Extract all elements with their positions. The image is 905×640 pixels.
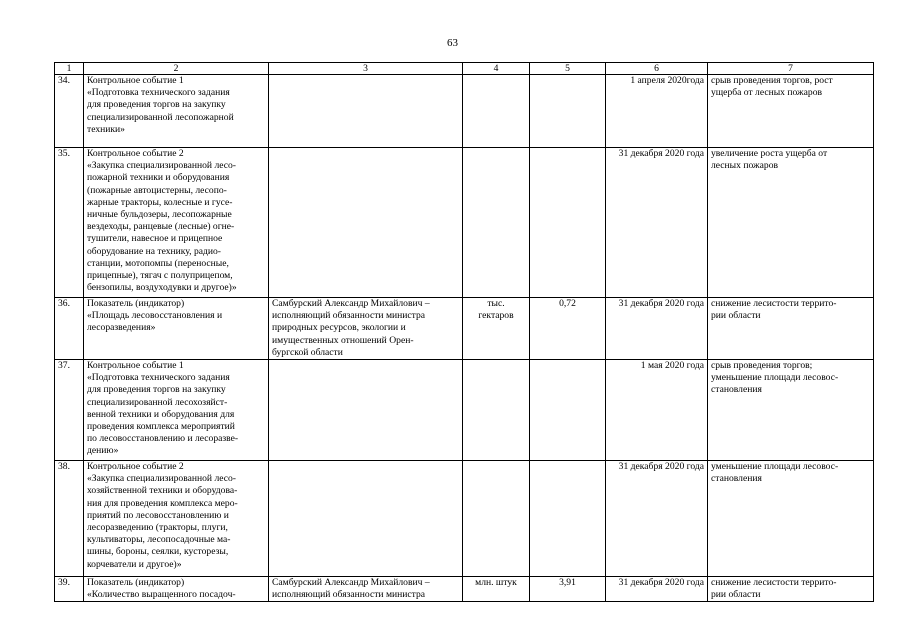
unit-of-measure bbox=[463, 461, 530, 577]
deadline-date: 31 декабря 2020 года bbox=[606, 298, 708, 360]
indicator-value bbox=[530, 360, 606, 461]
risk-description: снижение лесистости террито- рии области bbox=[708, 577, 874, 602]
table-row bbox=[55, 75, 874, 148]
indicator-value bbox=[530, 148, 606, 298]
responsible-person: Самбурский Александр Михайлович – исполняющий обязанности министра bbox=[269, 577, 463, 602]
indicator-value bbox=[530, 75, 606, 148]
column-number: 6 bbox=[606, 63, 708, 75]
risk-description: срыв проведения торгов; уменьшение площади лесовос- становления bbox=[708, 360, 874, 461]
row-number: 37. bbox=[55, 360, 84, 461]
table-row bbox=[55, 148, 874, 298]
responsible-person bbox=[269, 148, 463, 298]
unit-of-measure bbox=[463, 75, 530, 148]
responsible-person bbox=[269, 461, 463, 577]
indicator-value bbox=[530, 461, 606, 577]
row-number: 35. bbox=[55, 148, 84, 298]
event-name: Контрольное событие 2 «Закупка специализированной лесо- хозяйственной техники и оборудова- ния для проведения комплекса меро- приятий по лесовосстановлению и лесоразведению (тракторы, плуги, культиваторы, лесопосадочные ма- шины, бороны, сеялки, кусторезы, корчеватели и другое)» bbox=[84, 461, 269, 577]
responsible-person bbox=[269, 75, 463, 148]
deadline-date: 31 декабря 2020 года bbox=[606, 148, 708, 298]
page-number: 63 bbox=[447, 37, 458, 49]
unit-of-measure: тыс. гектаров bbox=[463, 298, 530, 360]
indicator-value: 0,72 bbox=[530, 298, 606, 360]
event-name: Контрольное событие 1 «Подготовка технического задания для проведения торгов на закупку специализированной лесопожарной техники» bbox=[84, 75, 269, 148]
risk-description: снижение лесистости террито- рии области bbox=[708, 298, 874, 360]
event-name: Контрольное событие 1 «Подготовка технического задания для проведения торгов на закупку специализированной лесохозяйст- венной техники и оборудования для проведения комплекса мероприятий по лесовосстановлению и лесоразве- дению» bbox=[84, 360, 269, 461]
responsible-person: Самбурский Александр Михайлович – исполняющий обязанности министра природных ресурсов, экологии и имущественных отношений Орен- бургской области bbox=[269, 298, 463, 360]
column-number: 3 bbox=[269, 63, 463, 75]
column-number-row bbox=[55, 63, 874, 75]
row-number: 38. bbox=[55, 461, 84, 577]
row-number: 39. bbox=[55, 577, 84, 602]
event-name: Показатель (индикатор) «Площадь лесовосстановления и лесоразведения» bbox=[84, 298, 269, 360]
table-row bbox=[55, 577, 874, 602]
table-row bbox=[55, 461, 874, 577]
column-number: 4 bbox=[463, 63, 530, 75]
column-number: 7 bbox=[708, 63, 874, 75]
risk-description: уменьшение площади лесовос- становления bbox=[708, 461, 874, 577]
unit-of-measure: млн. штук bbox=[463, 577, 530, 602]
table-row bbox=[55, 298, 874, 360]
deadline-date: 31 декабря 2020 года bbox=[606, 461, 708, 577]
risk-description: срыв проведения торгов, рост ущерба от лесных пожаров bbox=[708, 75, 874, 148]
table-row bbox=[55, 360, 874, 461]
deadline-date: 1 мая 2020 года bbox=[606, 360, 708, 461]
row-number: 36. bbox=[55, 298, 84, 360]
column-number: 2 bbox=[84, 63, 269, 75]
event-name: Показатель (индикатор) «Количество выращенного посадоч- bbox=[84, 577, 269, 602]
unit-of-measure bbox=[463, 148, 530, 298]
indicator-value: 3,91 bbox=[530, 577, 606, 602]
responsible-person bbox=[269, 360, 463, 461]
column-number: 1 bbox=[55, 63, 84, 75]
deadline-date: 1 апреля 2020года bbox=[606, 75, 708, 148]
column-number: 5 bbox=[530, 63, 606, 75]
deadline-date: 31 декабря 2020 года bbox=[606, 577, 708, 602]
unit-of-measure bbox=[463, 360, 530, 461]
event-name: Контрольное событие 2 «Закупка специализированной лесо- пожарной техники и оборудования (пожарные автоцистерны, лесопо- жарные тракторы, колесные и гусе- ничные бульдозеры, лесопожарные вездеходы, ранцевые (лесные) огне- тушители, навесное и прицепное оборудование на технику, радио- станции, мотопомпы (переносные, прицепные), тягач с полуприцепом, бензопилы, воздуходувки и другое)» bbox=[84, 148, 269, 298]
risk-description: увеличение роста ущерба от лесных пожаров bbox=[708, 148, 874, 298]
events-table bbox=[54, 62, 874, 602]
row-number: 34. bbox=[55, 75, 84, 148]
